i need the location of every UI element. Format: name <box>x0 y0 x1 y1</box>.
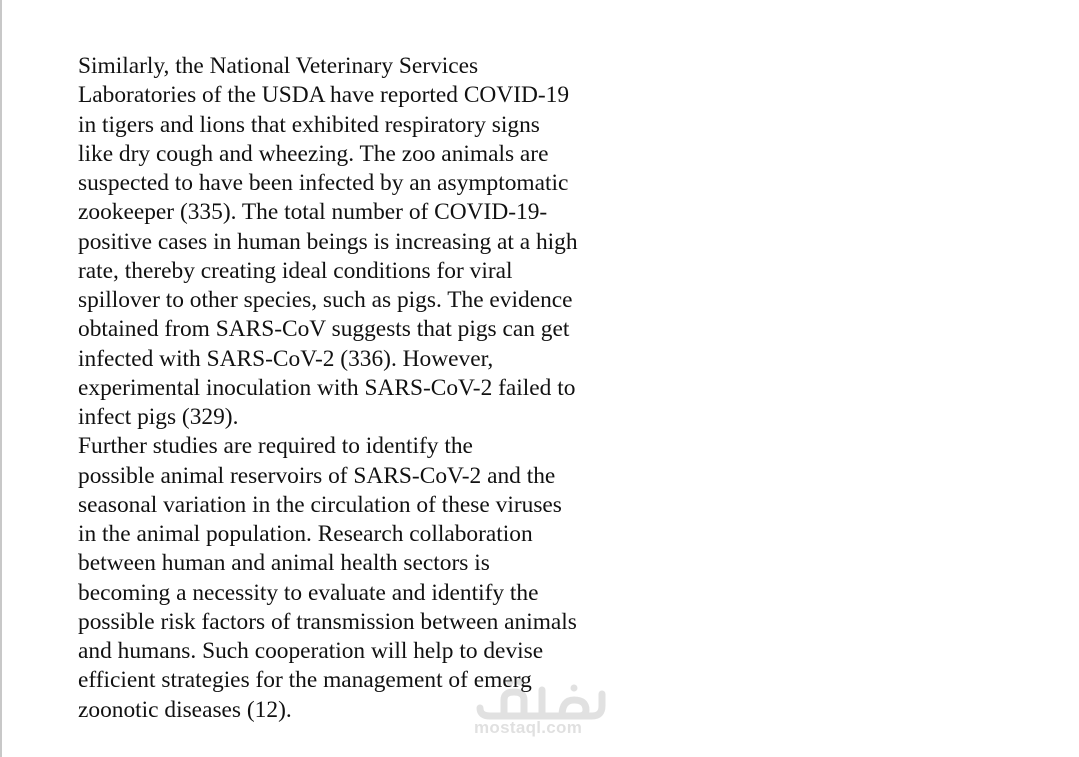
text-line: positive cases in human beings is increasing at a high <box>78 228 578 255</box>
text-line: efficient strategies for the management of emerg <box>78 667 532 694</box>
text-line: infect pigs (329). <box>78 404 239 430</box>
mostaql-watermark <box>470 676 610 746</box>
text-line: in tigers and lions that exhibited respiratory signs <box>78 111 540 138</box>
text-line: zookeeper (335). The total number of COVID-19- <box>78 199 548 226</box>
document-text <box>78 52 638 725</box>
text-line: experimental inoculation with SARS-CoV-2 failed to <box>78 374 576 401</box>
text-line: possible animal reservoirs of SARS-CoV-2 and the <box>78 462 556 489</box>
text-line: like dry cough and wheezing. The zoo animals are <box>78 140 549 167</box>
text-line: seasonal variation in the circulation of these viruses <box>78 491 562 518</box>
text-line: between human and animal health sectors is <box>78 550 490 577</box>
mostaql-logo-icon <box>470 676 610 722</box>
text-line: suspected to have been infected by an asymptomatic <box>78 170 569 196</box>
text-line: infected with SARS-CoV-2 (336). However, <box>78 345 494 372</box>
text-line: in the animal population. Research collaboration <box>78 521 533 547</box>
text-line: Similarly, the National Veterinary Services <box>78 53 479 79</box>
text-line: obtained from SARS-CoV suggests that pigs can get <box>78 316 570 343</box>
page-left-border <box>0 0 2 757</box>
text-line: becoming a necessity to evaluate and identify the <box>78 579 539 606</box>
text-line: rate, thereby creating ideal conditions for viral <box>78 257 513 284</box>
text-line: spillover to other species, such as pigs. The evidence <box>78 287 573 313</box>
paragraph-1 <box>78 52 638 432</box>
text-line: and humans. Such cooperation will help to devise <box>78 638 544 664</box>
text-line: possible risk factors of transmission between animals <box>78 608 577 635</box>
watermark-site-text: mostaql.com <box>474 718 583 737</box>
text-line: Laboratories of the USDA have reported COVID-19 <box>78 82 570 109</box>
text-line: Further studies are required to identify the <box>78 433 473 460</box>
text-line: zoonotic diseases (12). <box>78 696 292 723</box>
